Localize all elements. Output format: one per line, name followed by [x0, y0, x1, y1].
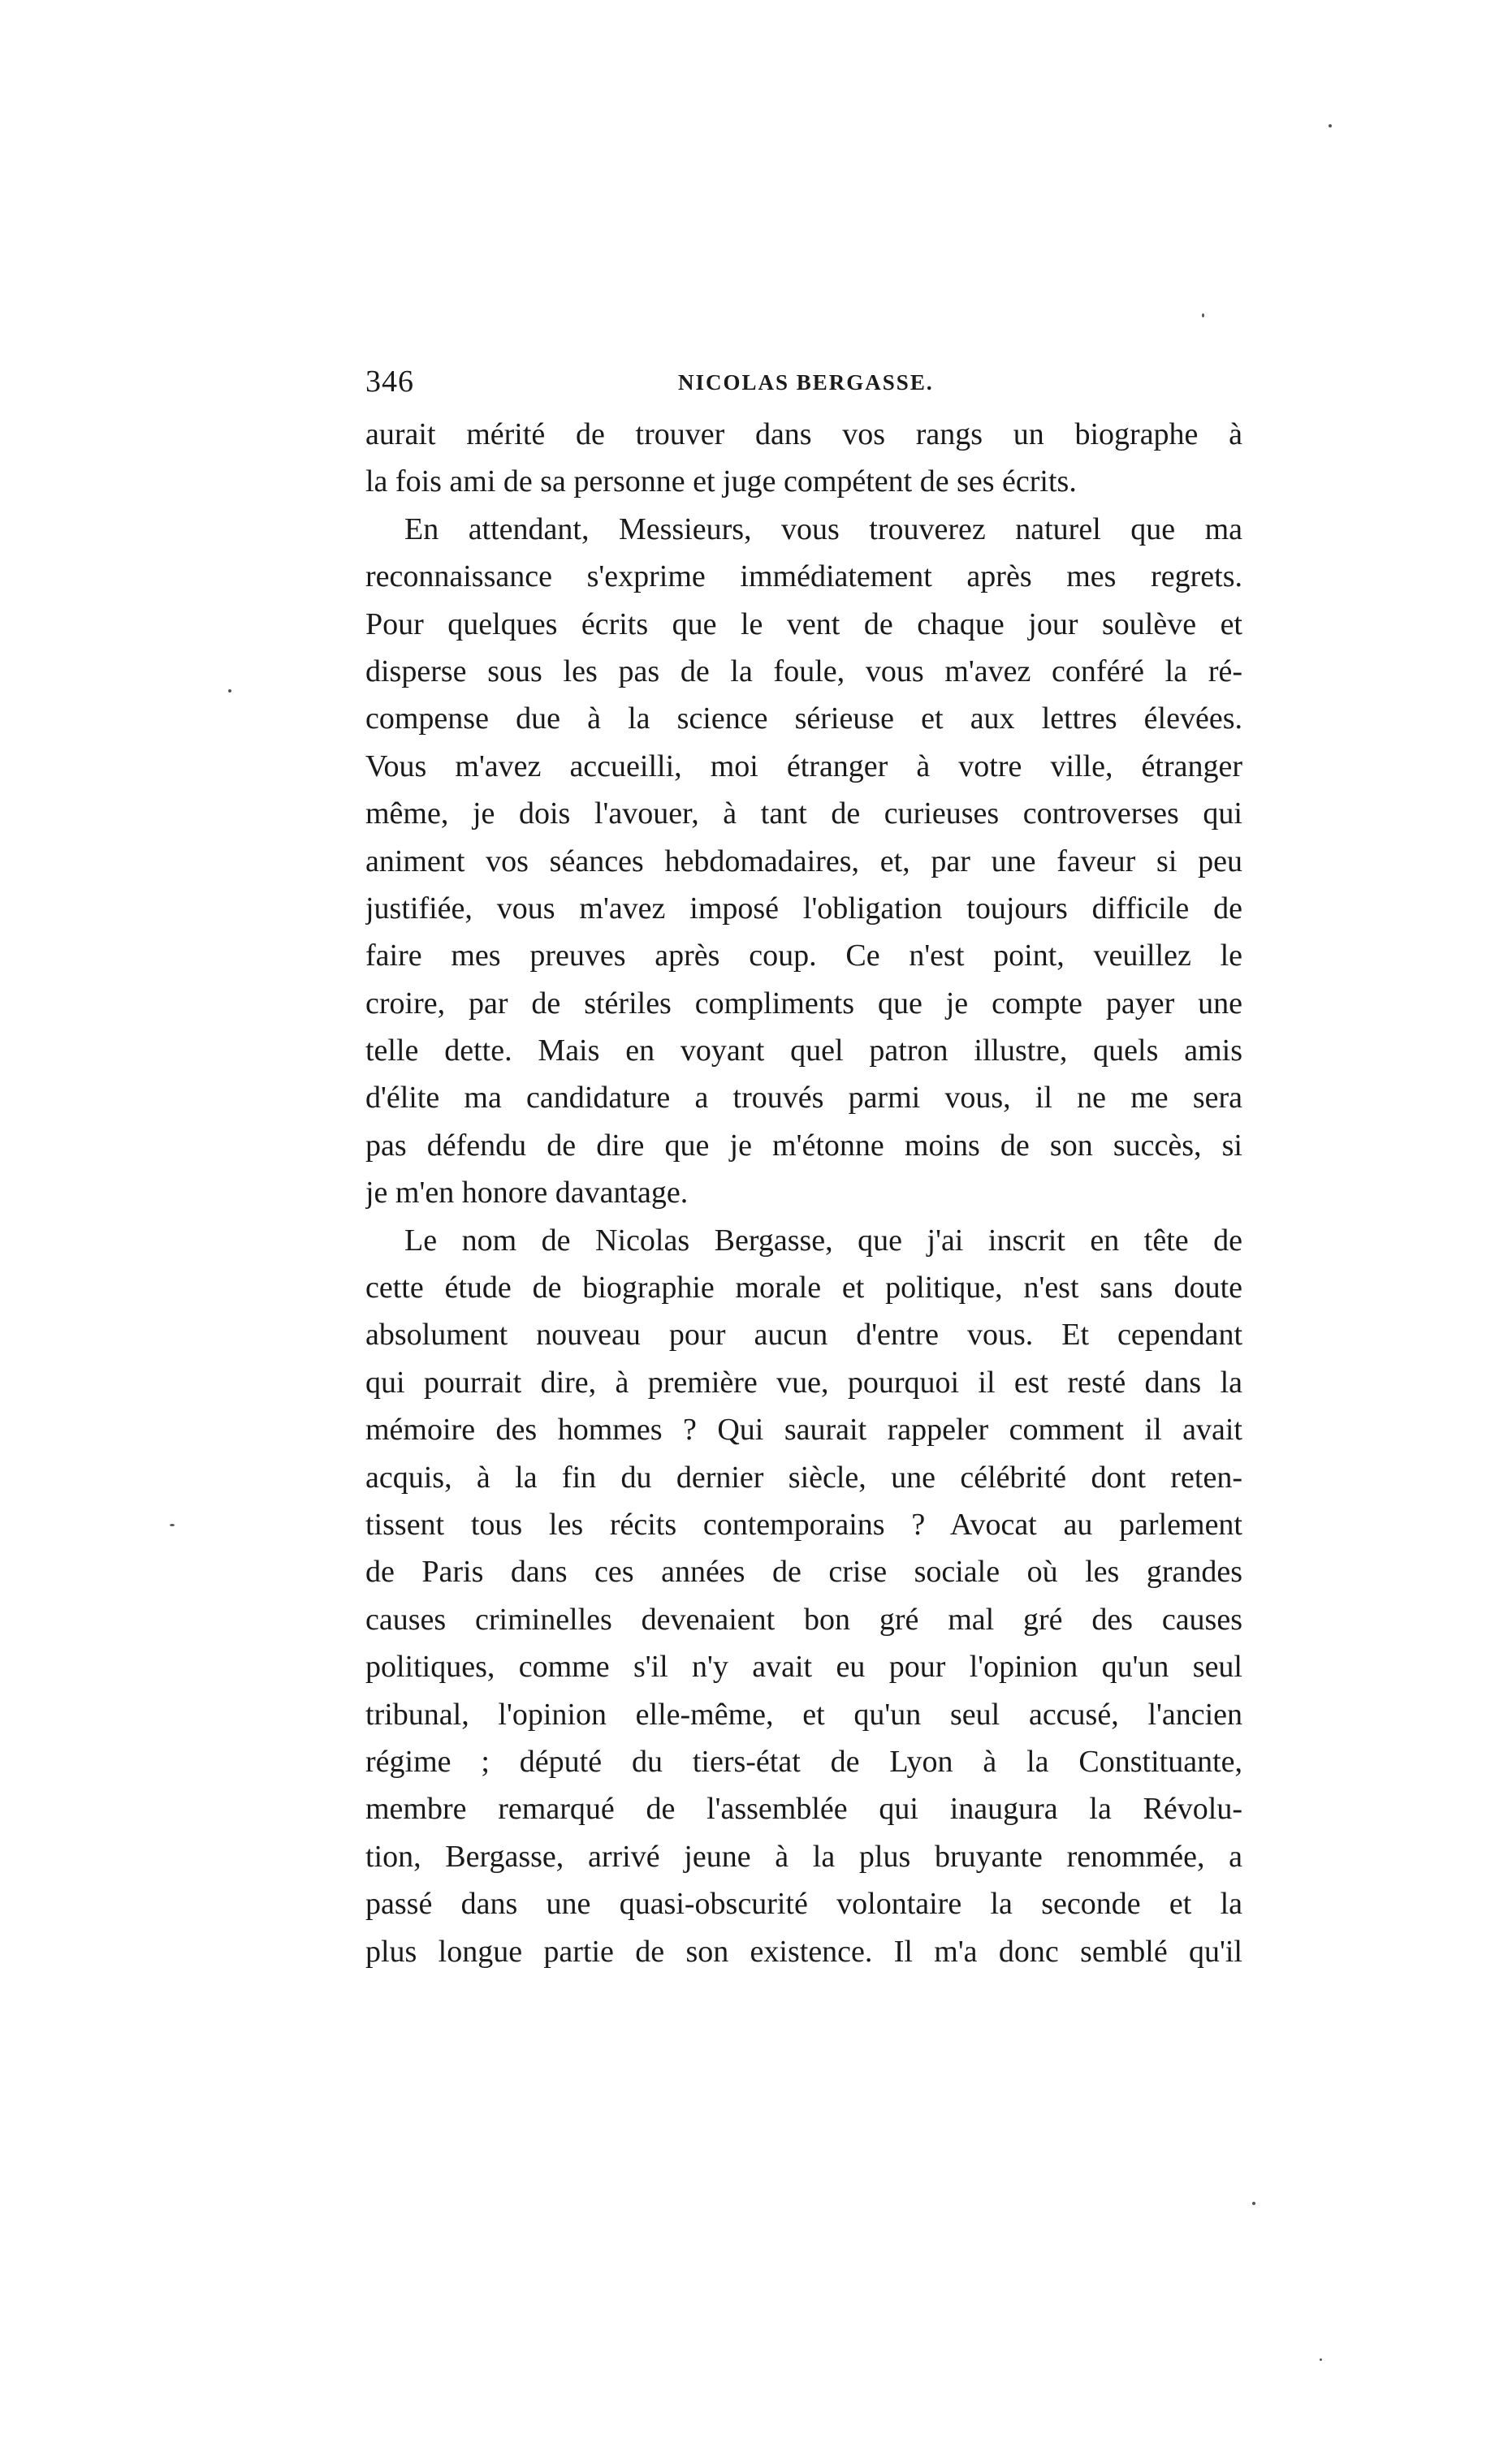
scan-speck: [1202, 313, 1204, 317]
text-line: je m'en honore davantage.: [365, 1176, 689, 1210]
text-line: telle dette. Mais en voyant quel patron illustre, quels amis: [365, 1033, 1242, 1068]
scan-speck: [228, 689, 231, 693]
text-line: plus longue partie de son existence. Il m'a donc semblé qu'il: [365, 1934, 1242, 1969]
text-line: disperse sous les pas de la foule, vous m'avez conféré la ré-: [365, 654, 1242, 688]
text-line: cette étude de biographie morale et politique, n'est sans doute: [365, 1271, 1242, 1305]
text-line: tribunal, l'opinion elle-même, et qu'un seul accusé, l'ancien: [365, 1697, 1242, 1732]
text-line: absolument nouveau pour aucun d'entre vous. Et cependant: [365, 1318, 1242, 1353]
text-line: membre remarqué de l'assemblée qui inaugura la Révolu-: [365, 1792, 1242, 1827]
scan-speck: [1320, 2358, 1322, 2361]
text-line: tissent tous les récits contemporains ? Avocat au parlement: [365, 1507, 1242, 1542]
text-line: acquis, à la fin du dernier siècle, une célébrité dont reten-: [365, 1460, 1242, 1495]
text-line: la fois ami de sa personne et juge compétent de ses écrits.: [365, 464, 1077, 499]
body-text: [365, 411, 1242, 1975]
page-number: 346: [365, 365, 414, 399]
text-line: Vous m'avez accueilli, moi étranger à votre ville, étranger: [365, 749, 1242, 783]
text-line: même, je dois l'avouer, à tant de curieuses controverses qui: [365, 796, 1242, 831]
text-line: En attendant, Messieurs, vous trouverez naturel que ma: [404, 511, 1242, 546]
text-line: animent vos séances hebdomadaires, et, par une faveur si peu: [365, 844, 1242, 878]
text-line: régime ; député du tiers-état de Lyon à la Constituante,: [365, 1744, 1242, 1779]
paragraph: [365, 506, 1242, 1217]
scan-speck: [1252, 2202, 1255, 2205]
text-line: de Paris dans ces années de crise sociale où les grandes: [365, 1555, 1242, 1590]
text-line: aurait mérité de trouver dans vos rangs un biographe à: [365, 417, 1242, 451]
text-line: pas défendu de dire que je m'étonne moins de son succès, si: [365, 1128, 1242, 1163]
scan-speck: [1329, 124, 1332, 127]
text-line: causes criminelles devenaient bon gré mal gré des causes: [365, 1602, 1242, 1637]
text-line: qui pourrait dire, à première vue, pourquoi il est resté dans la: [365, 1365, 1242, 1400]
text-line: reconnaissance s'exprime immédiatement après mes regrets.: [365, 559, 1242, 594]
paragraph: [365, 1217, 1242, 1975]
text-line: compense due à la science sérieuse et aux lettres élevées.: [365, 701, 1242, 736]
text-line: croire, par de stériles compliments que je compte payer une: [365, 986, 1242, 1021]
running-head: NICOLAS BERGASSE.: [678, 370, 934, 395]
text-line: mémoire des hommes ? Qui saurait rappeler comment il avait: [365, 1413, 1242, 1448]
page-header: [365, 364, 1242, 412]
text-line: Le nom de Nicolas Bergasse, que j'ai inscrit en tête de: [404, 1223, 1242, 1258]
text-line: politiques, comme s'il n'y avait eu pour l'opinion qu'un seul: [365, 1650, 1242, 1685]
text-line: d'élite ma candidature a trouvés parmi vous, il ne me sera: [365, 1081, 1242, 1115]
text-line: justifiée, vous m'avez imposé l'obligation toujours difficile de: [365, 891, 1242, 926]
text-line: tion, Bergasse, arrivé jeune à la plus bruyante renommée, a: [365, 1839, 1242, 1874]
text-line: Pour quelques écrits que le vent de chaque jour soulève et: [365, 606, 1242, 641]
paragraph: [365, 411, 1242, 506]
scan-speck: [170, 1524, 175, 1526]
text-line: faire mes preuves après coup. Ce n'est point, veuillez le: [365, 939, 1242, 973]
text-line: passé dans une quasi-obscurité volontaire la seconde et la: [365, 1887, 1242, 1922]
